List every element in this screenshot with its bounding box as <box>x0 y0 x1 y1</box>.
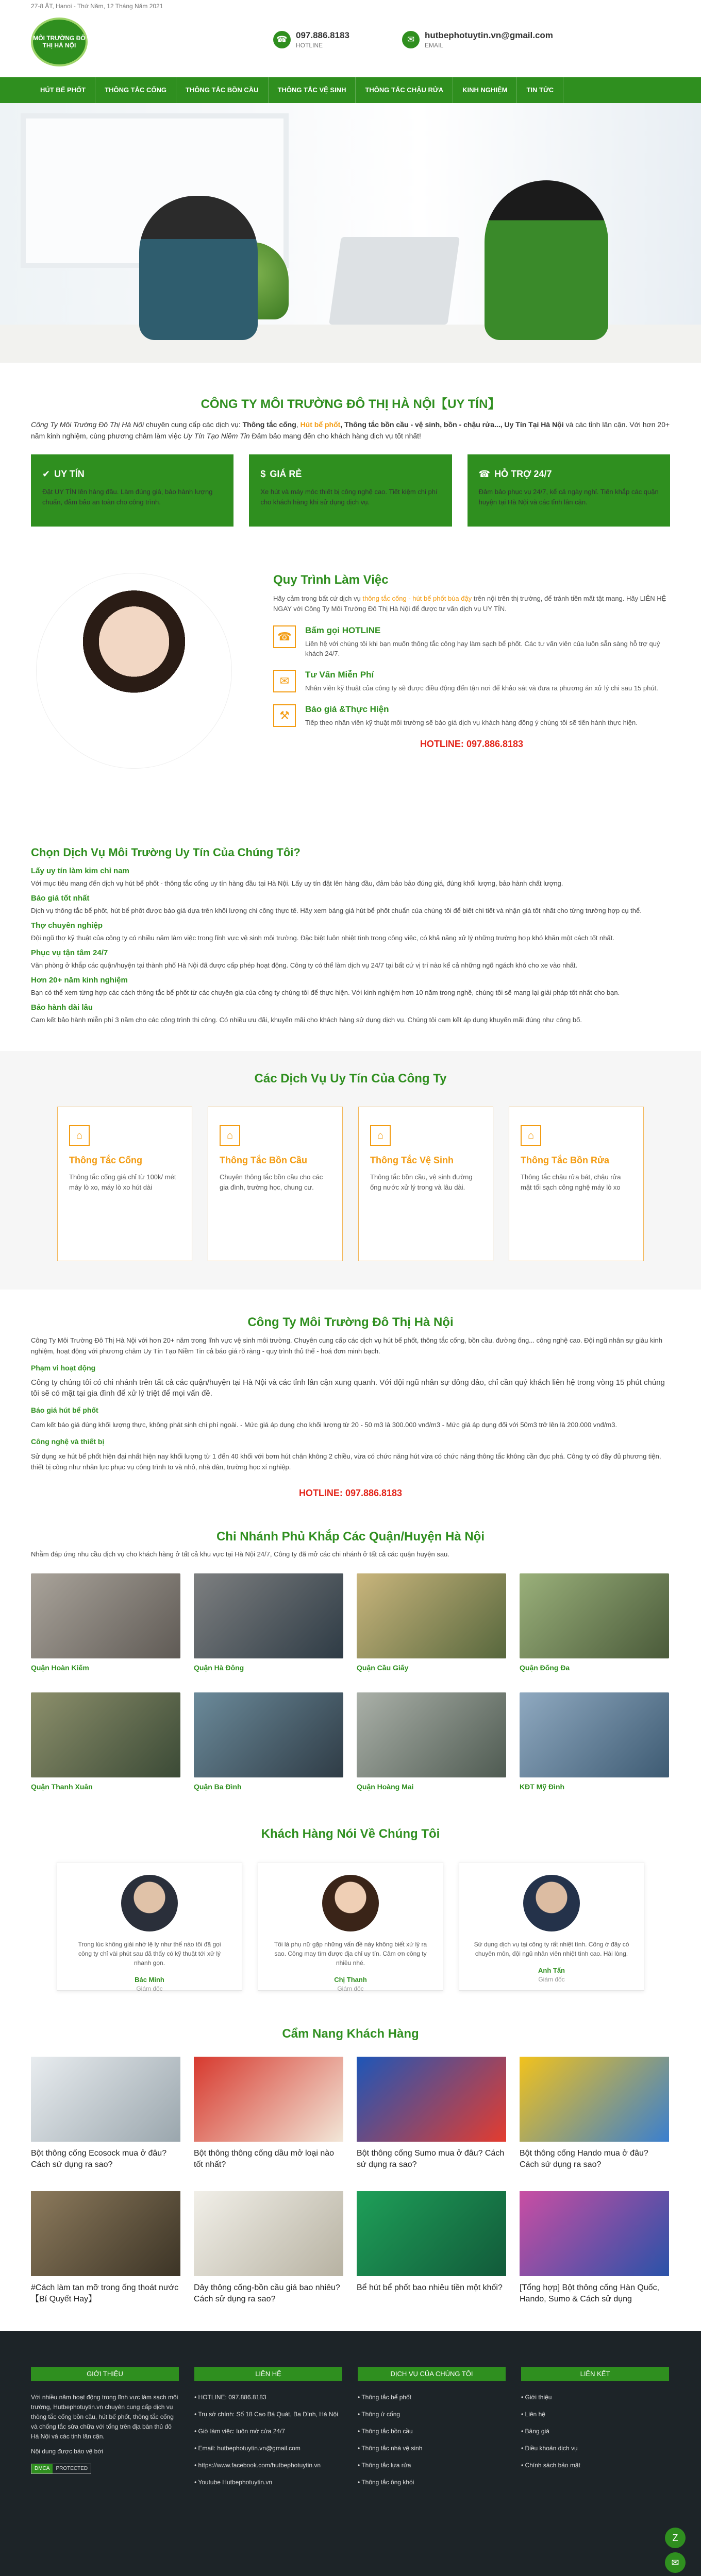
post-card[interactable] <box>357 2191 506 2305</box>
nav-item-kinh-nghiem[interactable]: KINH NGHIỆM <box>453 77 517 103</box>
branch-caption: Quận Hoàng Mai <box>357 1783 414 1791</box>
footer-col-title: LIÊN HỆ <box>194 2367 342 2381</box>
testimonial-name: Anh Tấn <box>538 1967 565 1974</box>
branch-photo <box>194 1573 343 1658</box>
service-card[interactable] <box>509 1107 644 1261</box>
reason-text: Với mục tiêu mang đến dịch vụ hút bể phốt - thông tắc cống uy tín hàng đầu tại Hà Nội. Lấy uy tín đặt lên hàng đầu, đảm bảo bảo đúng giá, đúng khối lượng, bảo hành chất lượng. <box>31 879 563 887</box>
reason-title: Lấy uy tín làm kim chỉ nam <box>31 867 129 875</box>
process-hotline[interactable] <box>273 739 670 750</box>
post-thumbnail <box>357 2191 506 2276</box>
handbook-section <box>0 2011 701 2331</box>
hotline-number: 097.886.8183 <box>345 1488 403 1498</box>
nav-item-tin-tuc[interactable]: TIN TỨC <box>517 77 563 103</box>
intro-title: CÔNG TY MÔI TRƯỜNG ĐÔ THỊ HÀ NỘI【UY TÍN】 <box>201 397 500 411</box>
intro-link-hut[interactable]: Hút bể phốt <box>300 420 341 429</box>
footer-link[interactable]: • Điều khoản dịch vụ <box>521 2444 669 2453</box>
testimonials-title: Khách Hàng Nói Về Chúng Tôi <box>261 1827 440 1841</box>
header-email-label: EMAIL <box>425 42 444 49</box>
footer-link[interactable]: • Bảng giá <box>521 2427 669 2436</box>
post-thumbnail <box>194 2057 343 2142</box>
footer-link[interactable]: • Giới thiệu <box>521 2393 669 2402</box>
check-icon: ✔ <box>42 469 51 479</box>
company-text: Công Ty Môi Trường Đô Thị Hà Nội với hơn 20+ năm trong lĩnh vực vệ sinh môi trường. Chuyên cung cấp các dịch vụ hút bể phốt, thông tắc cống, bồn cầu, đường ống... công nghệ cao. Đội ngũ nhân sự giàu kinh nghiệm, hoạt động với phương châm Uy Tín Tạo Niềm Tin cả báo giá rõ ràng - quy trình thủ thế - hoá đơn minh bạch. <box>31 1336 662 1355</box>
reason-text: Bạn có thể xem từng hợp các cách thông tắc bể phốt từ các chuyên gia của công ty chúng tôi để thực hiện. Với kinh nghiệm hơn 10 năm trong nghề, chúng tôi sẽ mang lại giải pháp tốt nhất cho bạn. <box>31 989 620 996</box>
dmca-protected: PROTECTED <box>56 2466 88 2471</box>
dmca-badge[interactable] <box>31 2464 91 2474</box>
footer-link[interactable]: • Thông tắc bể phốt <box>358 2393 506 2402</box>
footer-col-title: GIỚI THIỆU <box>31 2367 179 2381</box>
feature-text: Xe hút và máy móc thiết bị công nghệ cao. Tiết kiệm chi phí cho khách hàng khi sử dụng dịch vụ. <box>260 488 438 506</box>
step-text: Nhân viên kỹ thuật của công ty sẽ được điều động đến tận nơi để khảo sát và đưa ra phương án xử lý chi sau 15 phút. <box>305 684 658 692</box>
phone-icon: ☎ <box>478 469 491 479</box>
hero-banner <box>0 103 701 363</box>
footer-about-text: Với nhiều năm hoạt động trong lĩnh vực làm sạch môi trường, Hutbephotuytin.vn chuyên cung cấp dịch vụ thông tắc cống bồn cầu, hút bể phốt, thông tắc cống và chống tắc sửa chữa với tổng trên địa bàn thủ đô Hà Nội và các tỉnh lân cận. <box>31 2394 178 2440</box>
hero-laptop <box>329 237 460 325</box>
service-card[interactable] <box>358 1107 493 1261</box>
step-title: Tư Vấn Miễn Phí <box>305 670 374 680</box>
call-center-agent-image <box>36 573 232 769</box>
testimonial-text: Sử dụng dịch vụ tại công ty rất nhiệt tình. Công ở đây có chuyên môn, đội ngũ nhân viên nhiệt tình cao. Hài lòng. <box>474 1941 629 1957</box>
footer-col-links <box>521 2367 669 2495</box>
company-subtitle: Công nghệ và thiết bị <box>31 1437 105 1446</box>
top-bar <box>0 0 701 12</box>
branches-title: Chi Nhánh Phủ Khắp Các Quận/Huyện Hà Nội <box>216 1530 485 1544</box>
footer-link[interactable]: • Thông ử cống <box>358 2410 506 2419</box>
reason-title: Thợ chuyên nghiệp <box>31 921 103 930</box>
branch-photo <box>357 1573 506 1658</box>
process-intro-a: Hãy cảm trong bất cứ dịch vụ <box>273 595 363 602</box>
footer-contact-item: • Trụ sở chính: Số 18 Cao Bá Quát, Ba Đình, Hà Nội <box>194 2410 342 2419</box>
service-card[interactable] <box>57 1107 192 1261</box>
footer-protected-text: Nội dung được bảo vệ bởi <box>31 2448 103 2455</box>
dollar-icon: $ <box>260 469 266 479</box>
post-title[interactable]: [Tổng hợp] Bột thông cống Hàn Quốc, Hando, Sumo & Cách sử dụng <box>520 2283 660 2303</box>
service-text: Chuyên thông tắc bồn cầu cho các gia đình, trường học, chung cư. <box>220 1173 323 1191</box>
branch-card[interactable] <box>357 1573 506 1672</box>
post-title[interactable]: Bột thông cống Ecosock mua ở đâu? Cách sử dụng ra sao? <box>31 2149 167 2169</box>
avatar <box>322 1875 379 1931</box>
hotline-label: HOTLINE: <box>420 739 464 749</box>
intro-text-b: và các tỉnh lân cận. Với hơn 20+ năm kinh nghiệm, cùng phương châm làm việc <box>31 420 670 440</box>
logo-text: MÔI TRƯỜNG ĐÔ THỊ HÀ NỘI <box>33 35 86 49</box>
header-phone-label: HOTLINE <box>296 42 323 49</box>
reason-text: Cam kết bảo hành miễn phí 3 năm cho các công trình thi công. Có nhiều ưu đãi, khuyến mãi cho khách hàng sử dụng dịch vụ. Chúng tôi cam kết áp dụng khuyến mãi đúng như công bố. <box>31 1016 582 1024</box>
reason-item <box>31 976 670 998</box>
services-title: Các Dịch Vụ Uy Tín Của Công Ty <box>254 1072 447 1086</box>
service-title: Thông Tắc Vệ Sinh <box>370 1155 454 1165</box>
branch-photo <box>31 1573 180 1658</box>
intro-company: Công Ty Môi Trường Đô Thị Hà Nội <box>31 420 144 429</box>
service-title: Thông Tắc Bồn Cầu <box>220 1155 307 1165</box>
service-title: Thông Tắc Bồn Rửa <box>521 1155 610 1165</box>
messenger-icon[interactable]: ✉ <box>665 2552 686 2573</box>
mail-icon: ✉ <box>273 670 296 692</box>
home-icon: ⌂ <box>370 1125 391 1146</box>
reason-title: Bảo hành dài lâu <box>31 1003 93 1012</box>
process-intro-link[interactable]: thông tắc cống - hút bể phốt bùa đậy <box>362 595 472 602</box>
testimonial-card <box>459 1862 644 1991</box>
feature-title: HỖ TRỢ 24/7 <box>494 469 552 479</box>
feature-card <box>31 454 233 527</box>
footer-contact-item[interactable]: • Youtube Hutbephotuytin.vn <box>194 2478 342 2487</box>
intro-link-cong[interactable]: Thông tắc cống <box>242 420 296 429</box>
company-text: Sử dụng xe hút bể phốt hiện đại nhất hiện nay khối lượng từ 1 đến 40 khối với bơm hút chân không 2 chiều, vừa có chức năng hút vừa có chức năng thông tắc không cần đục phá. Công ty có đầy đủ phương tiện, thiết bị công như nhân lực phục vụ công trình to và nhỏ, nhà dân, trường học xí nghiệp. <box>31 1452 661 1471</box>
home-icon: ⌂ <box>521 1125 541 1146</box>
footer-contact-item[interactable]: • Email: hutbephotuytin.vn@gmail.com <box>194 2444 342 2453</box>
post-title[interactable]: Bột thông thông cống dầu mở loại nào tốt nhất? <box>194 2149 335 2169</box>
post-thumbnail <box>520 2057 669 2142</box>
services-section <box>0 1051 701 1290</box>
branch-photo <box>520 1692 669 1777</box>
handbook-title: Cẩm Nang Khách Hàng <box>282 2027 419 2041</box>
nav-item-thong-tac-chau-rua[interactable]: THÔNG TẮC CHẬU RỬA <box>356 77 453 103</box>
footer-link[interactable]: • Thông tắc nhà vệ sinh <box>358 2444 506 2453</box>
intro-motto: Uy Tín Tạo Niềm Tin <box>183 432 250 440</box>
branches-section <box>0 1514 701 1811</box>
company-hotline[interactable] <box>31 1488 670 1499</box>
reason-title: Báo giá tốt nhất <box>31 894 90 903</box>
reason-item <box>31 948 670 971</box>
service-text: Thông tắc chậu rửa bát, chậu rửa mặt tối sạch công nghệ máy lò xo <box>521 1173 621 1191</box>
process-step <box>273 670 670 693</box>
header-phone-value: 097.886.8183 <box>296 30 349 40</box>
footer-link[interactable]: • Liên hệ <box>521 2410 669 2419</box>
phone-icon: ☎ <box>273 31 291 48</box>
intro-services: , Thông tắc bồn cầu - vệ sinh, bồn - chậu rửa..., Uy Tín Tại Hà Nội <box>340 420 564 429</box>
footer-link[interactable]: • Chính sách bảo mật <box>521 2461 669 2470</box>
reason-text: Dịch vụ thông tắc bể phốt, hút bể phốt được báo giá dựa trên khối lượng chi công thực tế. Hãy xem bảng giá hút bể phốt chuẩn của chúng tôi để biết chi tiết và nhận giá tốt nhất cho từng trường hợp cụ thể. <box>31 907 642 914</box>
company-subtitle: Báo giá hút bể phốt <box>31 1406 98 1414</box>
testimonial-card <box>258 1862 443 1991</box>
service-text: Thông tắc cống giá chỉ từ 100k/ mét máy lò xo, máy lò xo hút dài <box>69 1173 176 1191</box>
footer-link[interactable]: • Thông tắc lựa rửa <box>358 2461 506 2470</box>
reason-item <box>31 921 670 943</box>
branch-caption: Quận Ba Đình <box>194 1783 242 1791</box>
footer-contact-item[interactable]: • HOTLINE: 097.886.8183 <box>194 2393 342 2402</box>
service-text: Thông tắc bồn cầu, vệ sinh đường ống nước xử lý trong và lâu dài. <box>370 1173 473 1191</box>
branch-photo <box>520 1573 669 1658</box>
testimonial-role: Giám đốc <box>538 1976 565 1983</box>
post-thumbnail <box>194 2191 343 2276</box>
nav-item-thong-tac-cong[interactable]: THÔNG TẮC CỐNG <box>95 77 176 103</box>
testimonial-name: Chị Thanh <box>334 1976 367 1984</box>
company-subtitle: Phạm vi hoạt động <box>31 1364 96 1372</box>
service-title: Thông Tắc Cống <box>69 1155 142 1165</box>
feature-text: Đặt UY TÍN lên hàng đầu. Làm đúng giá, bảo hành lượng chuẩn, đảm bảo an toàn cho công trình. <box>42 488 213 506</box>
process-step <box>273 625 670 658</box>
header <box>0 12 701 77</box>
intro-paragraph <box>31 419 670 442</box>
home-icon: ⌂ <box>220 1125 240 1146</box>
post-thumbnail <box>520 2191 669 2276</box>
branch-card[interactable] <box>194 1692 343 1791</box>
company-section <box>0 1290 701 1514</box>
branch-caption: Quận Đống Đa <box>520 1664 570 1672</box>
company-text: Công ty chúng tôi có chi nhánh trên tất cả các quận/huyện tại Hà Nội và các tỉnh lân cận xung quanh. Với đội ngũ nhân sự đông đảo, chỉ cần quý khách liên hệ trong vòng 15 phút chúng tôi sẽ có mặt tại gia đình để xử lý triệt để mọi vấn đề. <box>31 1378 665 1398</box>
post-card[interactable] <box>194 2191 343 2305</box>
branch-caption: Quận Hoàn Kiếm <box>31 1664 89 1672</box>
post-card[interactable] <box>31 2191 180 2305</box>
nav-item-thong-tac-ve-sinh[interactable]: THÔNG TẮC VỆ SINH <box>269 77 356 103</box>
reason-text: Văn phòng ở khắp các quận/huyện tại thành phố Hà Nội đã được cấp phép hoạt động. Công ty có thể làm dịch vụ 24/7 tại bất cứ vị trí nào kể cả những ngõ ngách khó cho xe vào nhất. <box>31 961 578 969</box>
post-title[interactable]: Bể hút bể phốt bao nhiêu tiền một khối? <box>357 2283 503 2292</box>
header-email-value: hutbephotuytin.vn@gmail.com <box>425 30 553 40</box>
feature-text: Đảm bảo phục vụ 24/7, kể cả ngày nghỉ. Tiến khắp các quận huyện tại Hà Nội và các tỉnh lân cận. <box>478 488 659 506</box>
footer-contact-item[interactable]: • https://www.facebook.com/hutbephotuytin.vn <box>194 2461 342 2470</box>
post-thumbnail <box>31 2057 180 2142</box>
testimonial-text: Tôi là phụ nữ gặp những vấn đề này không biết xử lý ra sao. Công may tìm được địa chỉ uy tín. Cảm ơn công ty nhiều nhé. <box>274 1941 427 1967</box>
home-icon: ⌂ <box>69 1125 90 1146</box>
phone-icon: ☎ <box>273 625 296 648</box>
reasons-title: Chọn Dịch Vụ Môi Trường Uy Tín Của Chúng Tôi? <box>31 846 301 859</box>
site-logo[interactable] <box>31 18 88 66</box>
intro-text-c: Đảm bảo mang đến cho khách hàng dịch vụ tốt nhất! <box>249 432 421 440</box>
branch-photo <box>357 1692 506 1777</box>
post-thumbnail <box>357 2057 506 2142</box>
process-step <box>273 704 670 727</box>
branches-subtitle: Nhằm đáp ứng nhu cầu dịch vụ cho khách hàng ở tất cả khu vực tại Hà Nội 24/7, Công ty đã mở các chi nhánh ở tất cả các quận huyện sau. <box>31 1550 449 1558</box>
floating-contact-buttons <box>665 2528 686 2573</box>
intro-section <box>0 363 701 537</box>
features-row <box>31 454 670 527</box>
reason-item <box>31 1003 670 1025</box>
footer-link[interactable]: • Thông tắc bồn cầu <box>358 2427 506 2436</box>
step-title: Báo giá &Thực Hiện <box>305 704 389 714</box>
service-card[interactable] <box>208 1107 343 1261</box>
post-title[interactable]: Bột thông cống Sumo mua ở đâu? Cách sử dụng ra sao? <box>357 2149 505 2169</box>
post-card[interactable] <box>31 2057 180 2171</box>
branch-card[interactable] <box>31 1692 180 1791</box>
hero-staff <box>485 180 608 340</box>
footer-col-services <box>358 2367 506 2495</box>
hotline-label: HOTLINE: <box>298 1488 343 1498</box>
reason-title: Hơn 20+ năm kinh nghiệm <box>31 976 128 985</box>
post-card[interactable] <box>520 2057 669 2171</box>
testimonial-role: Giám đốc <box>136 1985 163 1992</box>
mail-icon: ✉ <box>402 31 420 48</box>
branch-card[interactable] <box>357 1692 506 1791</box>
post-card[interactable] <box>357 2057 506 2171</box>
zalo-icon[interactable]: Z <box>665 2528 686 2548</box>
reason-title: Phục vụ tận tâm 24/7 <box>31 948 108 957</box>
main-nav <box>0 77 701 103</box>
footer-link[interactable]: • Thông tắc ông khói <box>358 2478 506 2487</box>
testimonial-name: Bác Minh <box>135 1976 164 1984</box>
tools-icon: ⚒ <box>273 704 296 727</box>
testimonial-card <box>57 1862 242 1991</box>
post-card[interactable] <box>520 2191 669 2305</box>
header-phone[interactable] <box>273 30 349 49</box>
post-title[interactable]: Dây thông cống-bồn cầu giá bao nhiêu? Cách sử dụng ra sao? <box>194 2283 340 2303</box>
reason-text: Đội ngũ thợ kỹ thuật của công ty có nhiều năm làm việc trong lĩnh vực vệ sinh môi trường. Đặc biệt luôn nhiệt tình trong công việc, có khả năng xử lý những trường hợp khó khăn một cách tốt nhất. <box>31 934 614 942</box>
footer-col-title: LIÊN KẾT <box>521 2367 669 2381</box>
branch-caption: Quận Cầu Giấy <box>357 1664 409 1672</box>
footer-col-about <box>31 2367 179 2495</box>
header-email[interactable] <box>402 30 553 49</box>
branch-card[interactable] <box>520 1573 669 1672</box>
reasons-section <box>0 820 701 1041</box>
nav-item-thong-tac-bon-cau[interactable]: THÔNG TẮC BỒN CẦU <box>176 77 269 103</box>
process-intro-c: trên nội trên thị trường, để tránh tiền mất tật mang. Hãy LIÊN HỆ NGAY với Công Ty Môi Trường Đô Thị Hà Nội để được tư vấn dịch vụ UY TÍN. <box>273 595 666 613</box>
feature-card <box>249 454 452 527</box>
branch-caption: Quận Hà Đông <box>194 1664 244 1672</box>
feature-title: GIÁ RẺ <box>270 469 302 479</box>
branch-caption: Quận Thanh Xuân <box>31 1783 93 1791</box>
branch-photo <box>194 1692 343 1777</box>
post-title[interactable]: Bột thông cống Hando mua ở đâu? Cách sử dụng ra sao? <box>520 2149 648 2169</box>
intro-sep: , <box>296 420 301 429</box>
branch-photo <box>31 1692 180 1777</box>
step-text: Liên hệ với chúng tôi khi bạn muốn thông tắc công hay làm sạch bể phốt. Các tư vấn viên của luôn sẵn sàng hỗ trợ quý khách 24/7. <box>305 640 660 657</box>
process-title: Quy Trình Làm Việc <box>273 573 389 587</box>
testimonial-text: Trong lúc không giải nhớ lệ ly như thế nào tôi đã gọi công ty chỉ vài phút sau đã thấy có kỹ thuật tới xử lý nhanh gọn. <box>78 1941 221 1967</box>
reason-item <box>31 894 670 916</box>
company-title: Công Ty Môi Trường Đô Thị Hà Nội <box>247 1315 454 1329</box>
footer-contact-item: • Giờ làm việc: luôn mở cửa 24/7 <box>194 2427 342 2436</box>
footer-col-title: DỊCH VỤ CỦA CHÚNG TÔI <box>358 2367 506 2381</box>
avatar <box>121 1875 178 1931</box>
intro-text-a: chuyên cung cấp các dịch vụ: <box>144 420 243 429</box>
hero-customer <box>139 196 258 340</box>
footer-col-contact <box>194 2367 342 2495</box>
testimonials-section <box>0 1811 701 2011</box>
post-title[interactable]: #Cách làm tan mỡ trong ống thoát nước【Bí Quyết Hay】 <box>31 2283 179 2303</box>
step-text: Tiếp theo nhân viên kỹ thuật môi trường sẽ báo giá dịch vụ khách hàng đồng ý chúng tôi sẽ tiến hành thực hiện. <box>305 719 638 726</box>
post-card[interactable] <box>194 2057 343 2171</box>
date-text: 27-8 ÂT, Hanoi - Thứ Năm, 12 Tháng Năm 2021 <box>31 3 163 10</box>
process-section <box>31 557 670 820</box>
feature-title: UY TÍN <box>54 469 85 479</box>
post-thumbnail <box>31 2191 180 2276</box>
branch-card[interactable] <box>194 1573 343 1672</box>
feature-card <box>468 454 670 527</box>
company-text: Cam kết báo giá đúng khối lượng thực, không phát sinh chi phí ngoài. - Mức giá áp dụng cho khối lượng từ 20 - 50 m3 là 300.000 vnđ/m3 - Mức giá áp dụng đối với 50m3 trở lên là 200.000 vnđ/m3. <box>31 1421 617 1429</box>
branch-card[interactable] <box>520 1692 669 1791</box>
reason-item <box>31 867 670 889</box>
branch-card[interactable] <box>31 1573 180 1672</box>
step-title: Bấm gọi HOTLINE <box>305 625 381 635</box>
dmca-label: DMCA <box>31 2464 53 2473</box>
avatar <box>523 1875 580 1931</box>
process-intro <box>273 594 670 614</box>
hotline-number: 097.886.8183 <box>466 739 524 749</box>
branch-caption: KĐT Mỹ Đình <box>520 1783 565 1791</box>
testimonial-role: Giám đốc <box>337 1985 364 1992</box>
footer <box>0 2331 701 2576</box>
nav-item-hut-be-phot[interactable]: HÚT BỂ PHỐT <box>31 77 95 103</box>
